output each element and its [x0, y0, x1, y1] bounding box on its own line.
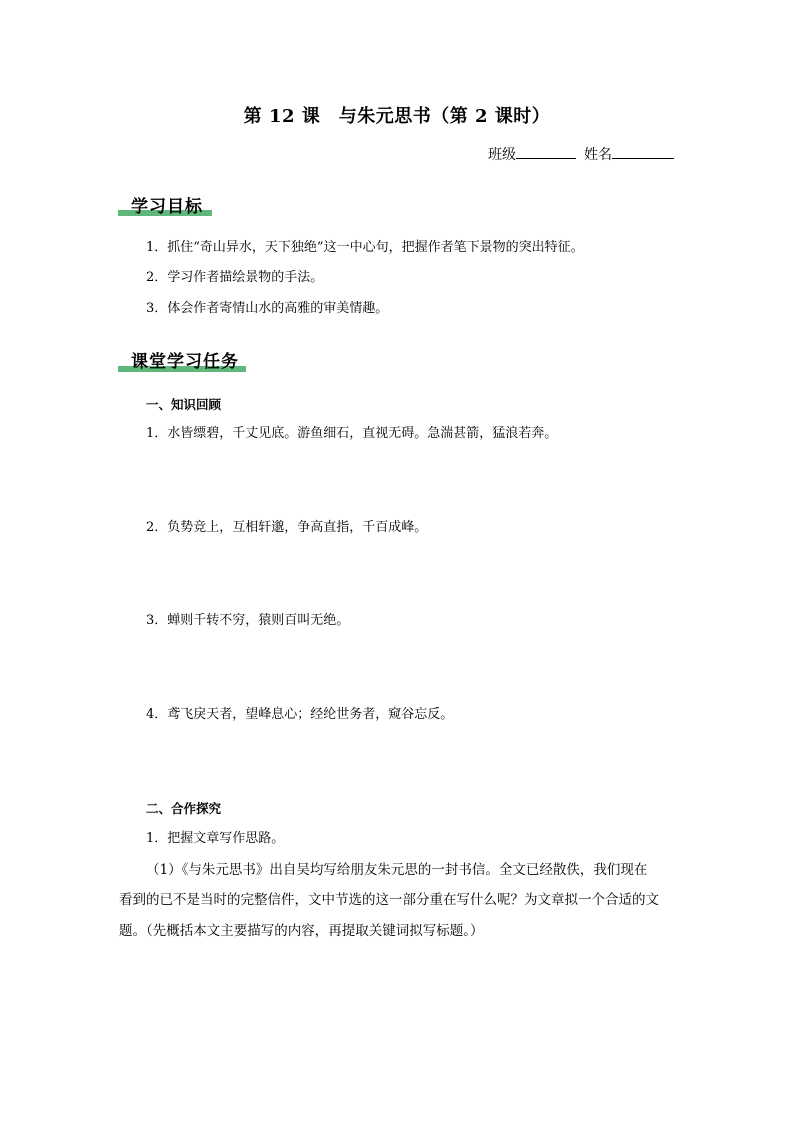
student-info-line: [488, 144, 674, 165]
explore-paragraph-line: 题。（先概括本文主要描写的内容，再提取关键词拟写标题。）: [119, 923, 484, 939]
review-item: 3．蝉则千转不穷，猿则百叫无绝。: [146, 613, 350, 628]
class-blank[interactable]: [516, 144, 576, 159]
review-item: 1．水皆缥碧，千丈见底。游鱼细石，直视无碍。急湍甚箭，猛浪若奔。: [146, 426, 558, 441]
page-title: 第 12 课 与朱元思书（第 2 课时）: [243, 106, 551, 127]
name-label: 姓名: [584, 147, 612, 163]
name-blank[interactable]: [612, 144, 674, 159]
tasks-heading: 课堂学习任务: [131, 352, 239, 372]
objective-item: 3．体会作者寄情山水的高雅的审美情趣。: [146, 301, 389, 316]
explore-paragraph-line: 看到的已不是当时的完整信件，文中节选的这一部分重在写什么呢？为文章拟一个合适的文: [119, 892, 659, 908]
class-label: 班级: [488, 147, 516, 163]
objectives-heading: 学习目标: [131, 197, 203, 217]
review-heading: 一、知识回顾: [146, 397, 222, 412]
explore-heading: 二、合作探究: [146, 801, 222, 816]
review-item: 2．负势竞上，互相轩邈，争高直指，千百成峰。: [146, 520, 428, 535]
objective-item: 1．抓住“奇山异水，天下独绝”这一中心句，把握作者笔下景物的突出特征。: [146, 240, 584, 255]
objective-item: 2．学习作者描绘景物的手法。: [146, 270, 324, 285]
review-item: 4．鸢飞戾天者，望峰息心；经纶世务者，窥谷忘反。: [146, 707, 454, 722]
explore-item: 1．把握文章写作思路。: [146, 831, 285, 846]
explore-paragraph-line: （1）《与朱元思书》出自吴均写给朋友朱元思的一封书信。全文已经散佚，我们现在: [146, 862, 648, 878]
